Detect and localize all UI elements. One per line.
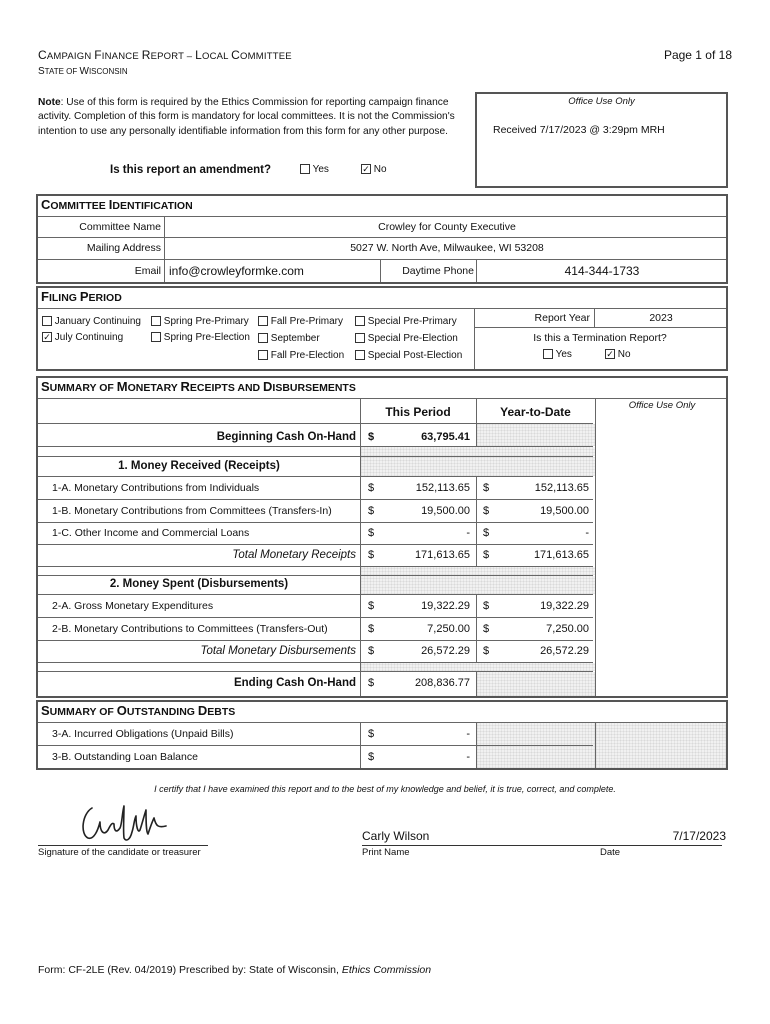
row-1b-label: 1-B. Monetary Contributions from Committees (Transfers-In)	[52, 505, 332, 517]
ending-cash-label: Ending Cash On-Hand	[233, 677, 356, 689]
total-receipts-ytd-value[interactable]: 171,613.65	[533, 549, 589, 561]
name-date-line	[362, 845, 722, 846]
special-post-election-label: Special Post-Election	[367, 350, 463, 361]
amendment-question: Is this report an amendment?	[110, 164, 272, 176]
row-3a-value[interactable]: -	[466, 728, 470, 740]
row-1c-ytd-value[interactable]: -	[585, 527, 589, 539]
termination-yes-label: Yes	[555, 349, 572, 360]
spent-header-shaded	[361, 576, 595, 594]
certification-statement: I certify that I have examined this report and to the best of my knowledge and belief, it is true, correct, and complete.	[154, 784, 616, 794]
row-1a-label: 1-A. Monetary Contributions from Individuals	[52, 482, 260, 494]
received-stamp: Received 7/17/2023 @ 3:29pm MRH	[493, 124, 665, 136]
fall-pre-primary-option[interactable]	[258, 316, 343, 327]
committee-name-label: Committee Name	[79, 221, 161, 233]
print-name-label: Print Name	[362, 847, 410, 858]
daytime-phone-value[interactable]: 414-344-1733	[564, 264, 640, 278]
termination-no-checkbox[interactable]: ✓	[606, 349, 614, 360]
row-3b-value[interactable]: -	[466, 751, 470, 763]
termination-no-option[interactable]	[605, 349, 631, 360]
amendment-no-label: No	[373, 164, 387, 175]
filing-period-section	[36, 286, 728, 371]
row-3a-dollar: $	[368, 728, 375, 740]
row-1a-ytd-dollar: $	[483, 482, 490, 494]
year-to-date-header: Year-to-Date	[500, 405, 571, 419]
row-2a-ytd-value[interactable]: 19,322.29	[540, 600, 589, 612]
special-post-election-checkbox[interactable]	[355, 350, 365, 360]
debts-office-shaded	[596, 723, 726, 768]
total-receipts-period-dollar: $	[368, 549, 375, 561]
report-year-value[interactable]: 2023	[649, 312, 673, 324]
daytime-phone-label: Daytime Phone	[402, 265, 474, 277]
report-year-row	[474, 308, 726, 328]
termination-yes-checkbox[interactable]	[543, 349, 553, 359]
signature-image	[78, 800, 168, 846]
form-footer	[38, 964, 431, 976]
september-option[interactable]	[258, 333, 320, 344]
special-pre-primary-checkbox[interactable]	[355, 316, 365, 326]
row-2a-ytd-dollar: $	[483, 600, 490, 612]
note-label: Note	[38, 97, 61, 108]
form-subtitle: STATE OF WISCONSIN	[38, 66, 128, 77]
office-use-box	[475, 92, 728, 188]
received-header-shaded	[361, 457, 595, 476]
row-1b-ytd-dollar: $	[483, 505, 490, 517]
spring-pre-election-option[interactable]	[151, 332, 250, 343]
total-disbursements-period-value[interactable]: 26,572.29	[421, 645, 470, 657]
office-use-label: Office Use Only	[568, 96, 635, 107]
email-label: Email	[134, 265, 161, 277]
row-1c-label: 1-C. Other Income and Commercial Loans	[52, 527, 250, 539]
special-pre-election-label: Special Pre-Election	[367, 333, 458, 344]
form-title: CAMPAIGN FINANCE REPORT – LOCAL COMMITTEE	[38, 48, 292, 62]
amendment-no-checkbox[interactable]: ✓	[362, 164, 370, 175]
july-continuing-checkbox[interactable]: ✓	[43, 332, 51, 343]
row-1c-period-value[interactable]: -	[466, 527, 470, 539]
row-2b-period-value[interactable]: 7,250.00	[427, 623, 470, 635]
spring-pre-primary-option[interactable]	[151, 316, 249, 327]
footer-agency: Ethics Commission	[341, 964, 432, 976]
row-1c-ytd-dollar: $	[483, 527, 490, 539]
note-text: : Use of this form is required by the Ethics Commission for reporting campaign finance activity. Completion of this form is mandatory for local committees. It is not the Commission's intention to use any personally identifiable information from this form for any other purpose.	[38, 97, 455, 137]
row-2b-label: 2-B. Monetary Contributions to Committees (Transfers-Out)	[52, 623, 328, 635]
total-disbursements-ytd-dollar: $	[483, 645, 490, 657]
fall-pre-election-label: Fall Pre-Election	[270, 350, 345, 361]
fall-pre-election-option[interactable]	[258, 350, 344, 361]
amendment-yes-label: Yes	[312, 164, 329, 175]
monetary-summary-title: SUMMARY OF MONETARY RECEIPTS AND DISBURSEMENTS	[41, 379, 356, 394]
outstanding-debts-title: SUMMARY OF OUTSTANDING DEBTS	[41, 703, 236, 718]
row-2a-period-value[interactable]: 19,322.29	[421, 600, 470, 612]
amendment-no-option[interactable]	[361, 164, 387, 175]
total-disbursements-ytd-value[interactable]: 26,572.29	[540, 645, 589, 657]
spacer-shaded-3	[361, 663, 595, 671]
total-receipts-label: Total Monetary Receipts	[232, 549, 356, 561]
this-period-header: This Period	[385, 405, 451, 419]
money-received-header: 1. Money Received (Receipts)	[118, 460, 280, 472]
ending-cash-ytd-shaded	[477, 672, 595, 696]
total-receipts-ytd-dollar: $	[483, 549, 490, 561]
signature-label: Signature of the candidate or treasurer	[38, 847, 201, 858]
spring-pre-primary-label: Spring Pre-Primary	[163, 316, 249, 327]
mailing-address-value[interactable]: 5027 W. North Ave, Milwaukee, WI 53208	[350, 242, 544, 254]
row-1a-ytd-value[interactable]: 152,113.65	[534, 482, 589, 494]
spring-pre-election-checkbox[interactable]	[151, 332, 161, 342]
termination-yes-option[interactable]	[543, 349, 572, 360]
total-disbursements-label: Total Monetary Disbursements	[200, 645, 356, 657]
note-paragraph	[38, 96, 470, 139]
termination-no-label: No	[617, 349, 631, 360]
committee-identification-section	[36, 194, 728, 284]
date-value[interactable]: 7/17/2023	[672, 829, 726, 843]
january-continuing-label: January Continuing	[54, 316, 141, 327]
print-name-value[interactable]: Carly Wilson	[362, 829, 430, 843]
january-continuing-checkbox[interactable]	[42, 316, 52, 326]
signature-line	[38, 845, 208, 846]
row-1c-period-dollar: $	[368, 527, 375, 539]
row-1b-period-value[interactable]: 19,500.00	[421, 505, 470, 517]
spacer-shaded-1	[361, 447, 595, 456]
september-checkbox[interactable]	[258, 333, 268, 343]
row-1a-period-value[interactable]: 152,113.65	[415, 482, 470, 494]
row-1a-period-dollar: $	[368, 482, 375, 494]
monetary-summary-section	[36, 376, 728, 698]
summary-office-use-label: Office Use Only	[628, 400, 696, 411]
amendment-yes-checkbox[interactable]	[300, 164, 310, 174]
filing-period-title: FILING PERIOD	[41, 289, 122, 304]
fall-pre-primary-label: Fall Pre-Primary	[270, 316, 344, 327]
row-1b-period-dollar: $	[368, 505, 375, 517]
ending-cash-dollar: $	[368, 677, 375, 689]
september-label: September	[270, 333, 320, 344]
row-3b-dollar: $	[368, 751, 375, 763]
fall-pre-election-checkbox[interactable]	[258, 350, 268, 360]
row-2a-period-dollar: $	[368, 600, 375, 612]
outstanding-debts-section	[36, 700, 728, 770]
beginning-cash-dollar: $	[368, 431, 375, 443]
special-pre-election-option[interactable]	[355, 333, 458, 344]
email-value[interactable]: info@crowleyformke.com	[169, 264, 304, 278]
row-3b-label: 3-B. Outstanding Loan Balance	[52, 751, 198, 763]
special-post-election-option[interactable]	[355, 350, 462, 361]
report-year-label: Report Year	[534, 312, 590, 324]
spring-pre-primary-checkbox[interactable]	[151, 316, 161, 326]
special-pre-primary-label: Special Pre-Primary	[367, 316, 457, 327]
footer-text: Form: CF-2LE (Rev. 04/2019) Prescribed by: State of Wisconsin,	[38, 964, 342, 976]
row-2b-ytd-dollar: $	[483, 623, 490, 635]
special-pre-election-checkbox[interactable]	[355, 333, 365, 343]
total-disbursements-period-dollar: $	[368, 645, 375, 657]
ending-cash-value[interactable]: 208,836.77	[414, 677, 470, 689]
termination-question: Is this a Termination Report?	[533, 332, 667, 344]
committee-name-value[interactable]: Crowley for County Executive	[378, 221, 516, 233]
july-continuing-label: July Continuing	[54, 332, 124, 343]
spring-pre-election-label: Spring Pre-Election	[163, 332, 250, 343]
row-3a-label: 3-A. Incurred Obligations (Unpaid Bills)	[52, 728, 234, 740]
money-spent-header: 2. Money Spent (Disbursements)	[109, 578, 289, 590]
page-number: Page 1 of 18	[663, 48, 732, 62]
beginning-cash-ytd-shaded	[477, 424, 595, 446]
amendment-yes-option[interactable]	[300, 164, 329, 175]
spacer-shaded-2	[361, 567, 595, 575]
january-continuing-option[interactable]	[42, 316, 141, 327]
beginning-cash-label: Beginning Cash On-Hand	[216, 431, 356, 443]
row-2b-period-dollar: $	[368, 623, 375, 635]
total-receipts-period-value[interactable]: 171,613.65	[414, 549, 470, 561]
row-2a-label: 2-A. Gross Monetary Expenditures	[52, 600, 214, 612]
row-2b-ytd-value[interactable]: 7,250.00	[546, 623, 589, 635]
beginning-cash-value[interactable]: 63,795.41	[421, 431, 470, 443]
committee-identification-title: COMMITTEE IDENTIFICATION	[41, 197, 193, 212]
july-continuing-option[interactable]	[42, 332, 123, 343]
special-pre-primary-option[interactable]	[355, 316, 457, 327]
row-1b-ytd-value[interactable]: 19,500.00	[540, 505, 589, 517]
date-label: Date	[600, 847, 621, 858]
mailing-address-label: Mailing Address	[86, 242, 161, 254]
fall-pre-primary-checkbox[interactable]	[258, 316, 268, 326]
